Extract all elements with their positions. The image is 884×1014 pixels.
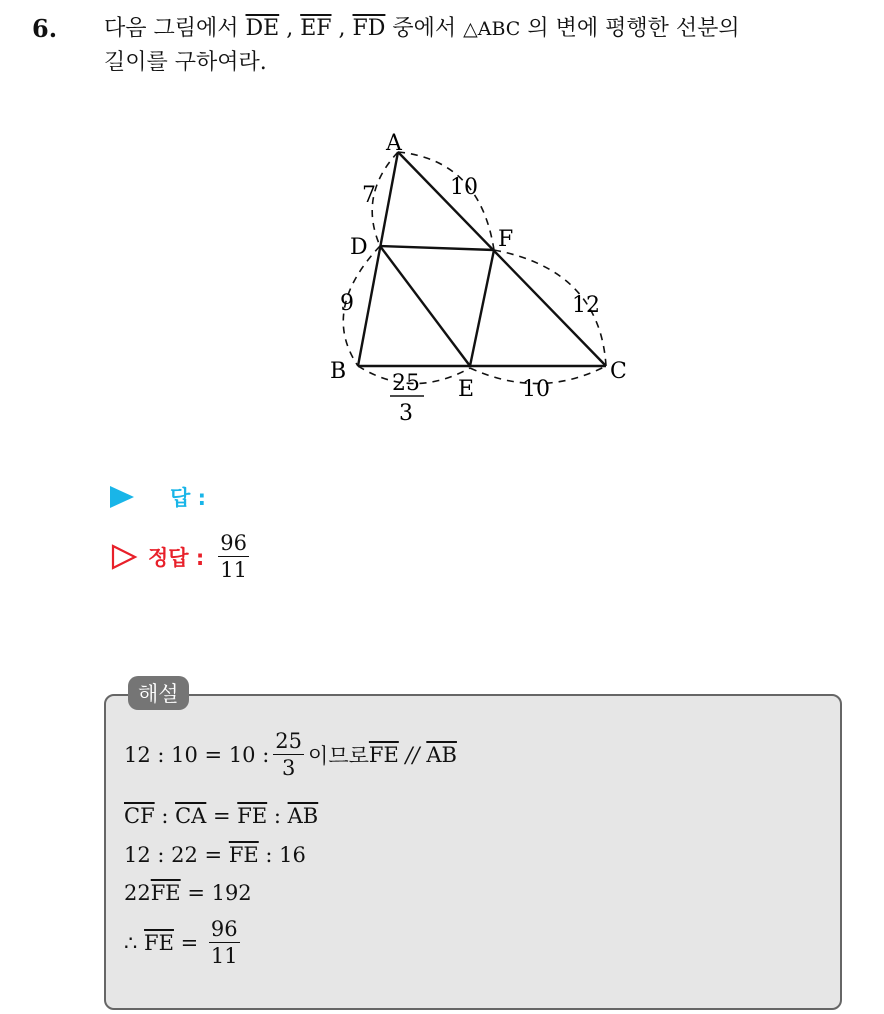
- sol1-par: //: [398, 742, 427, 767]
- sep2: ,: [331, 16, 353, 41]
- outline-triangle-icon: [110, 543, 138, 571]
- correct-answer-label: 정답 :: [148, 545, 205, 570]
- sol2-eq: =: [206, 804, 238, 828]
- correct-answer-numerator: 96: [220, 531, 248, 555]
- label-a: A: [386, 131, 402, 156]
- length-af: 10: [450, 175, 478, 200]
- sol4-seg: $\overline{FE}$: [150, 881, 181, 905]
- solution-line-5: [124, 916, 244, 969]
- question-part1: 다음 그림에서: [104, 16, 246, 41]
- question-line2: 길이를 구하여라.: [104, 50, 267, 75]
- correct-answer-fraction: [218, 530, 249, 583]
- label-e: E: [458, 377, 475, 402]
- arc-ad: [372, 152, 398, 246]
- sol1-a: 12 : 10 = 10 :: [124, 742, 270, 767]
- sol1-seg1: $\overline{FE}$: [368, 742, 399, 767]
- segment-ef: $\overline{EF}$: [300, 16, 332, 41]
- sol1-denominator: 3: [281, 756, 296, 780]
- sol4-a: 22: [124, 881, 151, 905]
- answer-label: 답 :: [170, 486, 206, 510]
- solution-line-2: [124, 804, 318, 828]
- sol5-fraction: [209, 916, 240, 969]
- sol1-b: 이므로: [308, 743, 369, 768]
- sol2-s3: $\overline{FE}$: [237, 804, 268, 828]
- length-be-den: 3: [399, 401, 413, 426]
- solution-line-3: [124, 843, 306, 867]
- side-ac: [398, 152, 606, 366]
- question-part3: 의 변에 평행한 선분의: [520, 16, 740, 41]
- sol5-seg: $\overline{FE}$: [144, 930, 174, 955]
- sol2-s4: $\overline{AB}$: [287, 804, 319, 828]
- sol3-a: 12 : 22 =: [124, 843, 229, 867]
- play-icon: [110, 486, 134, 508]
- length-be-num: 25: [392, 371, 420, 396]
- sol5-eq: =: [173, 930, 205, 955]
- sol3-b: : 16: [258, 843, 306, 867]
- sol1-numerator: 25: [275, 729, 303, 753]
- length-db: 9: [340, 291, 354, 316]
- length-ec: 10: [522, 377, 550, 402]
- sol5-denominator: 11: [210, 944, 238, 968]
- length-ad: 7: [362, 183, 376, 208]
- sep1: ,: [279, 16, 301, 41]
- length-fc: 12: [572, 293, 600, 318]
- solution-line-1: [124, 728, 457, 781]
- correct-answer-row: [110, 530, 253, 583]
- segment-de-line: [380, 246, 470, 366]
- sol4-b: = 192: [180, 881, 252, 905]
- segment-de: $\overline{DE}$: [245, 16, 280, 41]
- sol5-numerator: 96: [210, 917, 238, 941]
- segment-df: [380, 246, 494, 250]
- solution-tag: 해설: [128, 676, 189, 710]
- sol1-seg2: $\overline{AB}$: [426, 742, 457, 767]
- question-part2: 중에서: [385, 16, 464, 41]
- label-b: B: [330, 359, 347, 384]
- sol1-fraction: [273, 728, 304, 781]
- sol2-c1: :: [154, 804, 176, 828]
- triangle-figure: [320, 120, 650, 430]
- label-c: C: [610, 359, 627, 384]
- sol2-c2: :: [267, 804, 288, 828]
- solution-line-4: [124, 881, 252, 905]
- label-f: F: [498, 227, 514, 252]
- sol2-s2: $\overline{CA}$: [175, 804, 207, 828]
- sol2-s1: $\overline{CF}$: [124, 804, 155, 828]
- segment-fd: $\overline{FD}$: [352, 16, 386, 41]
- segment-ef-line: [470, 250, 494, 366]
- question-text: [104, 12, 874, 80]
- triangle-label: △ABC: [463, 18, 521, 40]
- answer-row: [110, 482, 206, 512]
- correct-answer-denominator: 11: [220, 558, 248, 582]
- sol3-seg: $\overline{FE}$: [228, 843, 259, 867]
- question-number: 6.: [32, 14, 58, 43]
- label-d: D: [350, 235, 368, 260]
- sol5-therefore: ∴: [124, 930, 145, 955]
